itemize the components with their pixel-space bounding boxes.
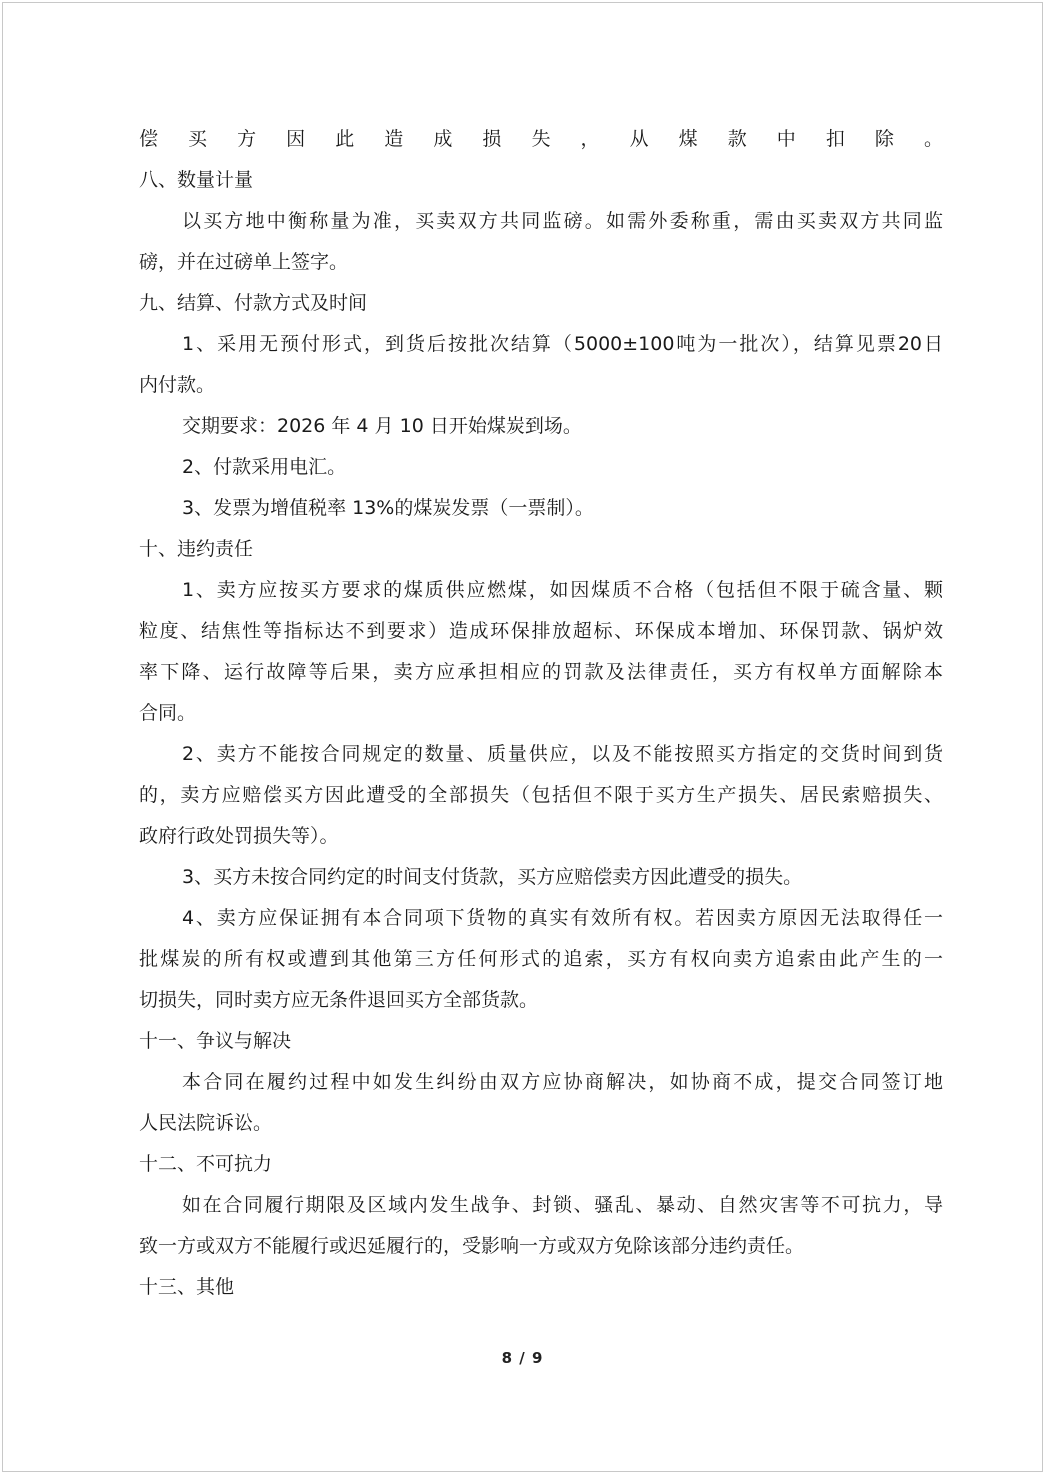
text-line: 粒度、结焦性等指标达不到要求）造成环保排放超标、环保成本增加、环保罚款、锅炉效 (139, 620, 943, 642)
page-number: 8 / 9 (501, 1349, 544, 1367)
text-line: 切损失，同时卖方应无条件退回买方全部货款。 (139, 989, 539, 1011)
section-heading: 十一、争议与解决 (139, 1030, 292, 1052)
text-line: 本合同在履约过程中如发生纠纷由双方应协商解决，如协商不成，提交合同签订地 (182, 1071, 943, 1093)
text-line: 磅，并在过磅单上签字。 (139, 251, 349, 273)
text-line: 2、卖方不能按合同规定的数量、质量供应，以及不能按照买方指定的交货时间到货 (182, 743, 943, 765)
section-heading: 十、违约责任 (139, 538, 254, 560)
text-line: 3、发票为增值税率 13%的煤炭发票（一票制）。 (182, 497, 594, 519)
section-heading: 十二、不可抗力 (139, 1153, 273, 1175)
text-line: 以买方地中衡称量为准，买卖双方共同监磅。如需外委称重，需由买卖双方共同监 (182, 210, 943, 232)
document-body (139, 119, 943, 1308)
text-line: 合同。 (139, 702, 197, 724)
text-line: 偿买方因此造成损失，从煤款中扣除。 (139, 128, 943, 150)
text-line: 致一方或双方不能履行或迟延履行的，受影响一方或双方免除该部分违约责任。 (139, 1235, 805, 1257)
text-line: 率下降、运行故障等后果，卖方应承担相应的罚款及法律责任，买方有权单方面解除本 (139, 661, 943, 683)
text-line: 批煤炭的所有权或遭到其他第三方任何形式的追索，买方有权向卖方追索由此产生的一 (139, 948, 943, 970)
text-line: 政府行政处罚损失等）。 (139, 825, 339, 847)
text-line: 1、卖方应按买方要求的煤质供应燃煤，如因煤质不合格（包括但不限于硫含量、颗 (182, 579, 943, 601)
text-line: 2、付款采用电汇。 (182, 456, 347, 478)
text-line: 人民法院诉讼。 (139, 1112, 273, 1134)
text-line: 内付款。 (139, 374, 216, 396)
text-line: 的，卖方应赔偿买方因此遭受的全部损失（包括但不限于买方生产损失、居民索赔损失、 (139, 784, 943, 806)
section-heading: 九、结算、付款方式及时间 (139, 292, 368, 314)
text-line: 1、采用无预付形式，到货后按批次结算（5000±100吨为一批次），结算见票20日 (182, 333, 943, 355)
text-line: 如在合同履行期限及区域内发生战争、封锁、骚乱、暴动、自然灾害等不可抗力，导 (182, 1194, 943, 1216)
section-heading: 十三、其他 (139, 1276, 235, 1298)
text-line: 交期要求：2026 年 4 月 10 日开始煤炭到场。 (182, 415, 582, 437)
text-line: 3、买方未按合同约定的时间支付货款，买方应赔偿卖方因此遭受的损失。 (182, 866, 803, 888)
document-page (2, 2, 1043, 1472)
text-line: 4、卖方应保证拥有本合同项下货物的真实有效所有权。若因卖方原因无法取得任一 (182, 907, 943, 929)
section-heading: 八、数量计量 (139, 169, 254, 191)
